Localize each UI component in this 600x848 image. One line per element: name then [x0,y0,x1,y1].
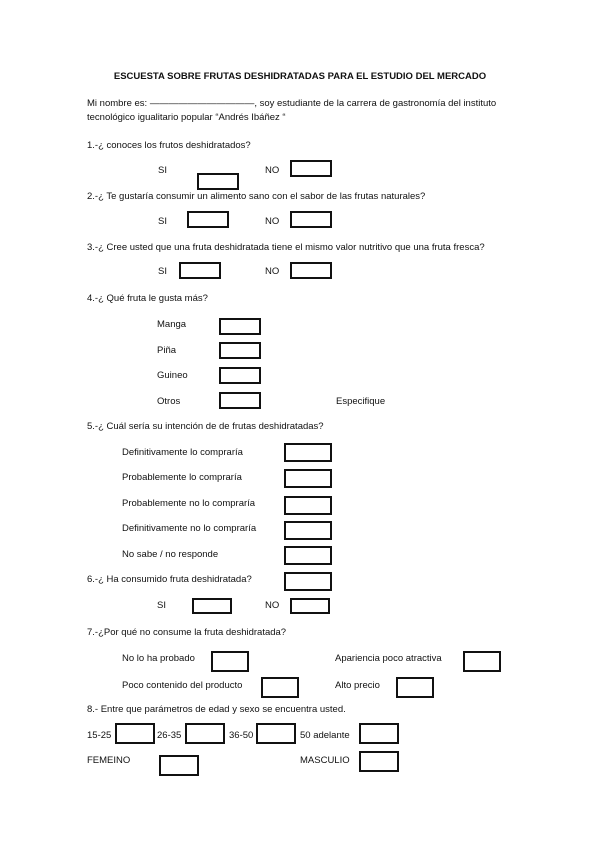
q7-option-2: Apariencia poco atractiva [335,653,442,664]
q3-si-checkbox[interactable] [179,262,221,279]
q7-option-4: Alto precio [335,680,380,691]
q7-option-2-checkbox[interactable] [463,651,501,672]
q7-option-3: Poco contenido del producto [122,680,243,691]
q2-si-label: SI [158,216,167,227]
q6-si-label: SI [157,600,166,611]
q8-age-4-checkbox[interactable] [359,723,399,744]
q5-option-1: Definitivamente lo compraría [122,447,243,458]
q8-age-1: 15-25 [87,730,112,741]
q4-specify-label: Especifique [336,396,386,407]
question-3: 3.-¿ Cree usted que una fruta deshidratada tiene el mismo valor nutritivo que una fruta fresca? [87,242,485,253]
q8-age-1-checkbox[interactable] [115,723,155,744]
q6-si-checkbox[interactable] [192,598,232,614]
q5-option-3-checkbox[interactable] [284,496,332,515]
question-7: 7.-¿Por qué no consume la fruta deshidratada? [87,627,287,638]
question-6: 6.-¿ Ha consumido fruta deshidratada? [87,574,252,585]
q6-no-label: NO [265,600,280,611]
q1-no-checkbox[interactable] [290,160,332,177]
q4-option-guineo: Guineo [157,370,188,381]
intro-line-1: Mi nombre es: ———————————, soy estudiante de la carrera de gastronomía del instituto [87,98,497,109]
q8-male-checkbox[interactable] [359,751,399,772]
q7-option-3-checkbox[interactable] [261,677,299,698]
page-title: ESCUESTA SOBRE FRUTAS DESHIDRATADAS PARA EL ESTUDIO DEL MERCADO [113,71,487,82]
intro-line-2: tecnológico igualitario popular “Andrés Ibáñez “ [87,112,286,123]
q5-option-1-checkbox[interactable] [284,443,332,462]
q8-age-2-checkbox[interactable] [185,723,225,744]
q4-option-otros: Otros [157,396,181,407]
q5-option-5-checkbox[interactable] [284,546,332,565]
q8-sex-male: MASCULIO [300,755,350,766]
q5-option-5: No sabe / no responde [122,549,219,560]
q2-no-checkbox[interactable] [290,211,332,228]
q8-age-3-checkbox[interactable] [256,723,296,744]
q5-option-2: Probablemente lo compraría [122,472,242,483]
q1-no-label: NO [265,165,280,176]
q5-option-4: Definitivamente no lo compraría [122,523,257,534]
q8-age-4: 50 adelante [300,730,350,741]
question-1: 1.-¿ conoces los frutos deshidratados? [87,140,251,151]
q2-no-label: NO [265,216,280,227]
q2-si-checkbox[interactable] [187,211,229,228]
q5-option-3: Probablemente no lo compraría [122,498,256,509]
question-2: 2.-¿ Te gustaría consumir un alimento sano con el sabor de las frutas naturales? [87,191,426,202]
q4-guineo-checkbox[interactable] [219,367,261,384]
q7-option-4-checkbox[interactable] [396,677,434,698]
q5-option-2-checkbox[interactable] [284,469,332,488]
question-4: 4.-¿ Qué fruta le gusta más? [87,293,208,304]
q4-option-pina: Piña [157,345,177,356]
question-8: 8.- Entre que parámetros de edad y sexo se encuentra usted. [87,704,346,715]
q4-pina-checkbox[interactable] [219,342,261,359]
q8-sex-female: FEMEINO [87,755,131,766]
q6-no-checkbox[interactable] [290,598,330,614]
q7-option-1-checkbox[interactable] [211,651,249,672]
q4-manga-checkbox[interactable] [219,318,261,335]
q4-otros-checkbox[interactable] [219,392,261,409]
q1-si-label: SI [158,165,167,176]
q8-female-checkbox[interactable] [159,755,199,776]
q5-option-4-checkbox[interactable] [284,521,332,540]
q3-si-label: SI [158,266,167,277]
q4-option-manga: Manga [157,319,187,330]
q3-no-label: NO [265,266,280,277]
q3-no-checkbox[interactable] [290,262,332,279]
q8-age-2: 26-35 [157,730,182,741]
q6-top-checkbox[interactable] [284,572,332,591]
q1-si-checkbox[interactable] [197,173,239,190]
q7-option-1: No lo ha probado [122,653,195,664]
q8-age-3: 36-50 [229,730,254,741]
question-5: 5.-¿ Cuál sería su intención de de frutas deshidratadas? [87,421,324,432]
